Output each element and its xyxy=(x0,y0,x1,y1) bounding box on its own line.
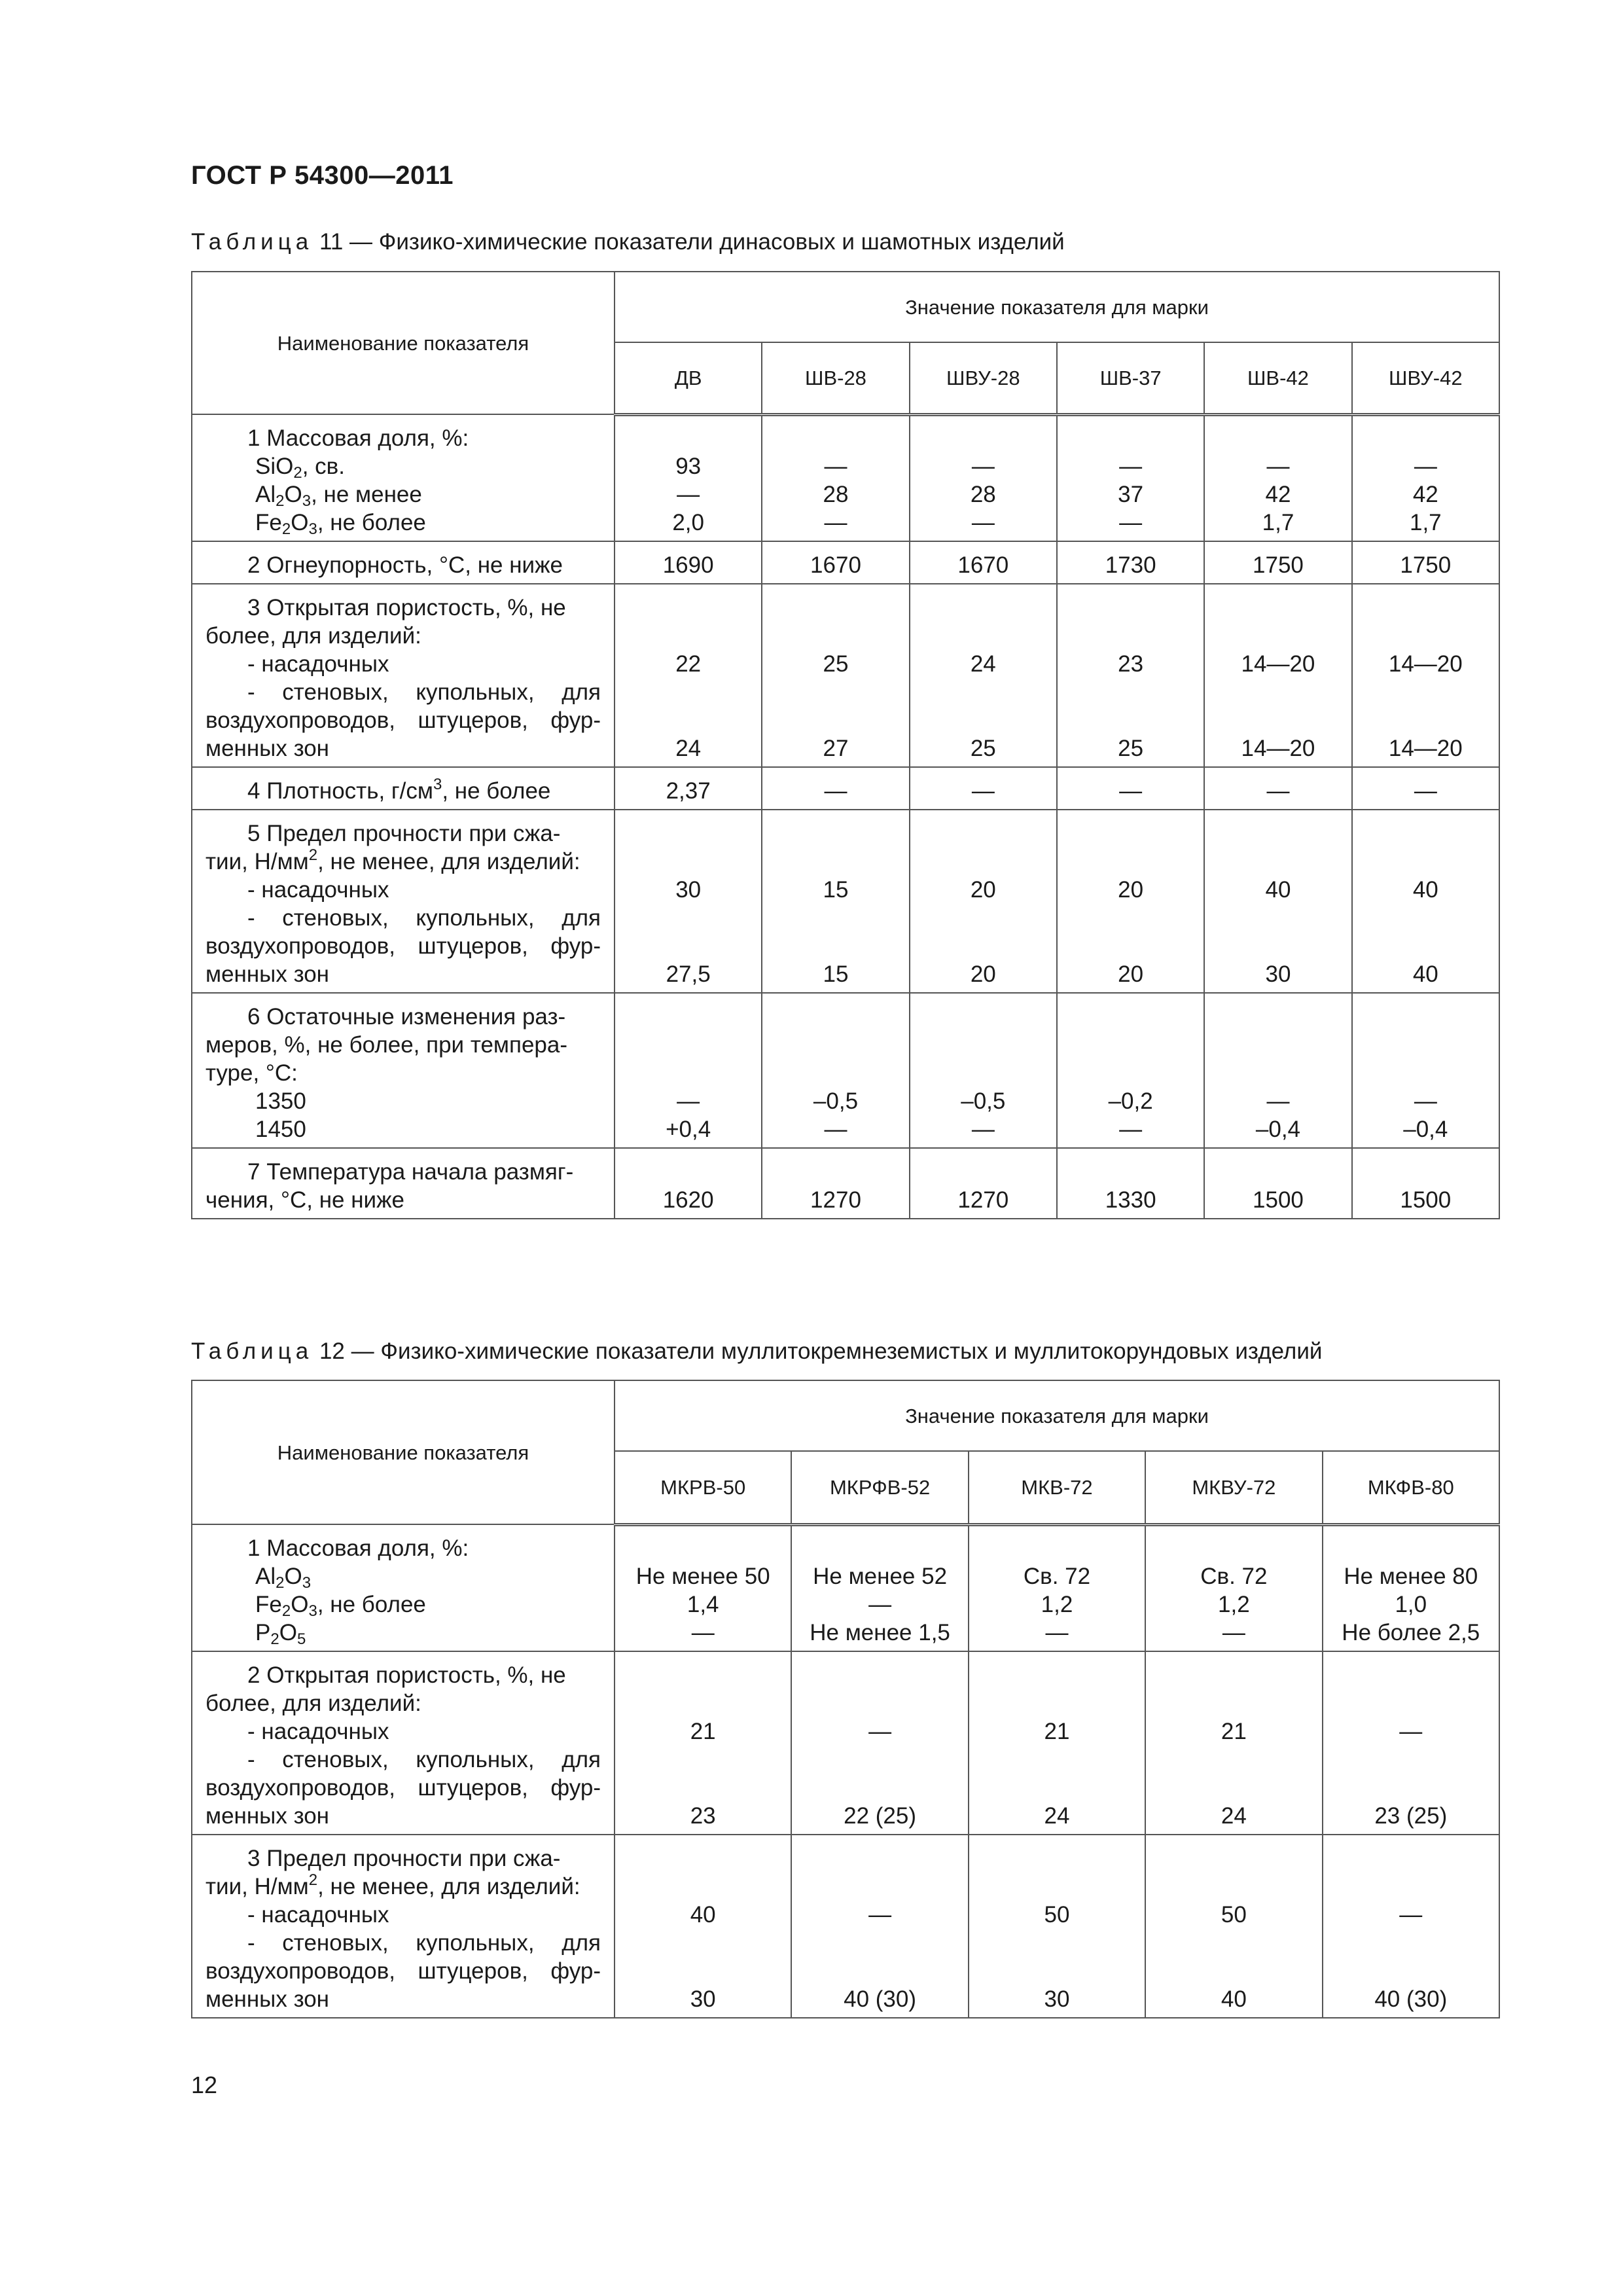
value: 14—20 xyxy=(1241,736,1315,761)
row-name-line: 7 Температура начала размяг- xyxy=(247,1159,574,1185)
table11-value-cell xyxy=(615,541,762,584)
table11-mark: ШВ-28 xyxy=(762,342,909,414)
table12-value-cell xyxy=(1145,1651,1322,1835)
value: 1670 xyxy=(957,552,1009,578)
table12-value-cell xyxy=(969,1524,1145,1651)
table11-value-cell xyxy=(1352,1148,1499,1219)
table12-mark: МКРФВ-52 xyxy=(791,1451,968,1524)
value: 1620 xyxy=(662,1187,714,1213)
value-spacer xyxy=(1323,1774,1499,1802)
table11-value-cell xyxy=(762,767,909,810)
value-spacer xyxy=(792,1774,967,1802)
table11-mark: ДВ xyxy=(615,342,762,414)
value: 14—20 xyxy=(1388,736,1463,761)
value: 2,37 xyxy=(666,778,711,804)
table11-value-cell xyxy=(1204,584,1351,767)
table11-row xyxy=(192,584,1499,767)
table11-mark: ШВ-42 xyxy=(1204,342,1351,414)
value: 30 xyxy=(690,1986,716,2012)
value: — xyxy=(677,1088,700,1114)
table11-row-name xyxy=(192,414,615,541)
table12-caption-text: — Физико-химические показатели муллитокремнеземистых и муллитокорундовых изделий xyxy=(351,1338,1323,1364)
value-spacer xyxy=(615,1957,791,1985)
table11-row xyxy=(192,414,1499,541)
table11-value-cell xyxy=(1352,993,1499,1148)
table11-mark: ШВУ-42 xyxy=(1352,342,1499,414)
table11-value-cell xyxy=(1352,767,1499,810)
value: 20 xyxy=(970,877,996,903)
table12-caption-number: 12 xyxy=(319,1338,345,1364)
value-spacer xyxy=(1353,706,1499,734)
value: — xyxy=(1119,454,1143,479)
value: — xyxy=(1045,1620,1069,1645)
value: 1,4 xyxy=(687,1592,719,1617)
row-name-line: 1450 xyxy=(255,1117,306,1142)
value: 1270 xyxy=(810,1187,861,1213)
value: 27 xyxy=(823,736,849,761)
value: 28 xyxy=(823,482,849,507)
table12-value-cell xyxy=(615,1835,791,2018)
table11-name-header: Наименование показателя xyxy=(192,272,615,414)
value: 1500 xyxy=(1400,1187,1452,1213)
page-number: 12 xyxy=(191,2072,218,2098)
table11-value-cell xyxy=(910,584,1057,767)
value: — xyxy=(824,778,847,804)
table11-value-cell xyxy=(762,584,909,767)
row-name-line: чения, °С, не ниже xyxy=(205,1187,404,1213)
table11-value-cell xyxy=(1057,810,1204,993)
table11-mark: ШВУ-28 xyxy=(910,342,1057,414)
value-spacer xyxy=(910,932,1056,960)
table11-row xyxy=(192,541,1499,584)
value: 37 xyxy=(1118,482,1144,507)
value-spacer xyxy=(1205,706,1351,734)
row-name-line: менных зон xyxy=(205,736,330,761)
row-name-line: 1350 xyxy=(255,1088,306,1114)
row-name-line: воздухопроводов, штуцеров, фур- xyxy=(205,1958,601,1984)
value-spacer xyxy=(615,904,761,932)
table12-value-cell xyxy=(615,1524,791,1651)
value: 23 (25) xyxy=(1374,1803,1448,1829)
value-spacer xyxy=(615,678,761,706)
table11-value-cell xyxy=(1057,993,1204,1148)
value: –0,4 xyxy=(1255,1117,1301,1142)
table11-row-name xyxy=(192,584,615,767)
value-spacer xyxy=(1353,904,1499,932)
value-spacer xyxy=(910,706,1056,734)
value: 15 xyxy=(823,877,849,903)
table11-caption-prefix: Таблица xyxy=(191,229,313,255)
value: –0,5 xyxy=(813,1088,859,1114)
table12-mark: МКРВ-50 xyxy=(615,1451,791,1524)
value: — xyxy=(971,510,995,535)
value: 20 xyxy=(970,961,996,987)
table12-caption-prefix: Таблица xyxy=(191,1338,313,1364)
value-spacer xyxy=(1146,1746,1321,1774)
table12-row-name xyxy=(192,1651,615,1835)
table11-row xyxy=(192,767,1499,810)
table12-value-cell xyxy=(791,1651,968,1835)
row-name-line: более, для изделий: xyxy=(205,623,421,649)
value: 14—20 xyxy=(1388,651,1463,677)
row-name-line: 6 Остаточные изменения раз- xyxy=(247,1004,566,1030)
value-spacer xyxy=(910,678,1056,706)
row-name-line: 2 Огнеупорность, °С, не ниже xyxy=(247,552,563,578)
value-spacer xyxy=(969,1929,1145,1957)
value: 20 xyxy=(1118,877,1144,903)
table11-value-cell xyxy=(762,810,909,993)
value: Не менее 50 xyxy=(635,1564,770,1589)
table11-row-name xyxy=(192,767,615,810)
row-name-line: $Al_2O_3$, не менее xyxy=(255,482,422,510)
value: 30 xyxy=(1044,1986,1070,2012)
table11-value-cell xyxy=(615,414,762,541)
row-name-line: 1 Массовая доля, %: xyxy=(247,425,469,451)
row-name-line: менных зон xyxy=(205,1803,330,1829)
table12-group-header: Значение показателя для марки xyxy=(615,1380,1499,1451)
value: 1330 xyxy=(1105,1187,1156,1213)
table11-group-header: Значение показателя для марки xyxy=(615,272,1499,342)
value: 1750 xyxy=(1253,552,1304,578)
table12-name-header: Наименование показателя xyxy=(192,1380,615,1524)
table12-caption xyxy=(191,1338,1322,1365)
table12-row xyxy=(192,1835,1499,2018)
table12-value-cell xyxy=(969,1835,1145,2018)
value: 22 (25) xyxy=(844,1803,917,1829)
value-spacer xyxy=(1323,1929,1499,1957)
value: 25 xyxy=(970,736,996,761)
table12-value-cell xyxy=(1323,1835,1499,2018)
row-name-line: - насадочных xyxy=(247,1719,389,1744)
table11-value-cell xyxy=(1204,541,1351,584)
value: — xyxy=(1399,1902,1423,1928)
table11-value-cell xyxy=(615,584,762,767)
value-spacer xyxy=(762,904,908,932)
value: 1500 xyxy=(1253,1187,1304,1213)
value: — xyxy=(677,482,700,507)
value: 40 xyxy=(1412,961,1438,987)
table11-value-cell xyxy=(1204,1148,1351,1219)
value-spacer xyxy=(1323,1957,1499,1985)
value: Не менее 52 xyxy=(813,1564,948,1589)
value: — xyxy=(868,1902,892,1928)
table11-value-cell xyxy=(1352,414,1499,541)
value-spacer xyxy=(1146,1774,1321,1802)
value: 15 xyxy=(823,961,849,987)
row-name-line: менных зон xyxy=(205,1986,330,2012)
table12-row xyxy=(192,1524,1499,1651)
row-name-line: - насадочных xyxy=(247,651,389,677)
table11-value-cell xyxy=(762,541,909,584)
value-spacer xyxy=(615,1746,791,1774)
value: 40 (30) xyxy=(844,1986,917,2012)
value: 25 xyxy=(1118,736,1144,761)
value: — xyxy=(971,1117,995,1142)
value-spacer xyxy=(1146,1929,1321,1957)
value: 2,0 xyxy=(672,510,704,535)
value: 30 xyxy=(1265,961,1291,987)
table11-value-cell xyxy=(1352,810,1499,993)
value: 1,2 xyxy=(1041,1592,1073,1617)
table11-caption xyxy=(191,229,1065,255)
table12-value-cell xyxy=(615,1651,791,1835)
value-spacer xyxy=(969,1774,1145,1802)
table12-row xyxy=(192,1651,1499,1835)
value: 25 xyxy=(823,651,849,677)
table11-value-cell xyxy=(615,1148,762,1219)
table11-caption-text: — Физико-химические показатели динасовых и шамотных изделий xyxy=(349,229,1065,255)
value: — xyxy=(868,1719,892,1744)
table11-value-cell xyxy=(910,810,1057,993)
value: –0,4 xyxy=(1403,1117,1448,1142)
value: Не менее 80 xyxy=(1344,1564,1478,1589)
value: 42 xyxy=(1412,482,1438,507)
value: 24 xyxy=(1044,1803,1070,1829)
value: 1,0 xyxy=(1395,1592,1427,1617)
row-name-line: 4 Плотность, $г/см^3$, не более xyxy=(247,776,551,804)
value: 21 xyxy=(1044,1719,1070,1744)
value: –0,5 xyxy=(961,1088,1006,1114)
table12-value-cell xyxy=(1145,1835,1322,2018)
table11-row xyxy=(192,1148,1499,1219)
value: 1,7 xyxy=(1262,510,1294,535)
table11-value-cell xyxy=(762,993,909,1148)
row-name-line: воздухопроводов, штуцеров, фур- xyxy=(205,933,601,959)
row-name-line: менных зон xyxy=(205,961,330,987)
table11-value-cell xyxy=(910,541,1057,584)
value: 1690 xyxy=(662,552,714,578)
table12-row-name xyxy=(192,1835,615,2018)
value: 1730 xyxy=(1105,552,1156,578)
table11-caption-number: 11 xyxy=(319,229,344,255)
value-spacer xyxy=(615,1929,791,1957)
value: 1270 xyxy=(957,1187,1009,1213)
value: 27,5 xyxy=(666,961,711,987)
value-spacer xyxy=(1058,706,1204,734)
table11-row xyxy=(192,993,1499,1148)
value-spacer xyxy=(762,706,908,734)
value: 24 xyxy=(675,736,702,761)
value: — xyxy=(971,454,995,479)
value-spacer xyxy=(910,904,1056,932)
value: Св. 72 xyxy=(1200,1564,1268,1589)
value: 50 xyxy=(1221,1902,1247,1928)
table12-mark: МКВ-72 xyxy=(969,1451,1145,1524)
value: — xyxy=(1119,778,1143,804)
table11-mark: ШВ-37 xyxy=(1057,342,1204,414)
value: Не менее 1,5 xyxy=(810,1620,950,1645)
value: — xyxy=(1399,1719,1423,1744)
table11-value-cell xyxy=(1204,993,1351,1148)
row-name-line: 3 Открытая пористость, %, не xyxy=(247,595,566,620)
table11-row xyxy=(192,810,1499,993)
value: — xyxy=(1414,778,1437,804)
table11-value-cell xyxy=(1204,414,1351,541)
value: 28 xyxy=(970,482,996,507)
table12-value-cell xyxy=(791,1835,968,2018)
value-spacer xyxy=(1058,932,1204,960)
row-name-line: $Fe_2O_3$, не более xyxy=(255,1592,426,1620)
table11 xyxy=(191,271,1500,1219)
table11-value-cell xyxy=(615,810,762,993)
value-spacer xyxy=(1146,1957,1321,1985)
value: — xyxy=(868,1592,892,1617)
value-spacer xyxy=(792,1746,967,1774)
value: 23 xyxy=(690,1803,716,1829)
value: 21 xyxy=(1221,1719,1247,1744)
value: — xyxy=(1414,1088,1437,1114)
row-name-line: 1 Массовая доля, %: xyxy=(247,1535,469,1561)
value-spacer xyxy=(1205,678,1351,706)
table11-row-name xyxy=(192,541,615,584)
row-name-line: воздухопроводов, штуцеров, фур- xyxy=(205,1775,601,1801)
row-name-line: 3 Предел прочности при сжа- xyxy=(247,1846,561,1871)
table11-value-cell xyxy=(762,414,909,541)
value-spacer xyxy=(762,678,908,706)
value-spacer xyxy=(1323,1746,1499,1774)
value: 24 xyxy=(1221,1803,1247,1829)
value-spacer xyxy=(1205,904,1351,932)
table12-value-cell xyxy=(1145,1524,1322,1651)
row-name-line: туре, °С: xyxy=(205,1060,298,1086)
value: — xyxy=(1266,778,1290,804)
value-spacer xyxy=(615,932,761,960)
table11-row-name xyxy=(192,1148,615,1219)
value: 40 xyxy=(1412,877,1438,903)
value-spacer xyxy=(615,1774,791,1802)
table11-value-cell xyxy=(615,993,762,1148)
table11-value-cell xyxy=(1057,1148,1204,1219)
table11-value-cell xyxy=(1352,541,1499,584)
value: 40 xyxy=(1265,877,1291,903)
value: 14—20 xyxy=(1241,651,1315,677)
value: — xyxy=(1266,1088,1290,1114)
value: Не более 2,5 xyxy=(1342,1620,1480,1645)
table11-value-cell xyxy=(1352,584,1499,767)
table12-mark: МКВУ-72 xyxy=(1145,1451,1322,1524)
row-name-line: более, для изделий: xyxy=(205,1691,421,1716)
value: 1,7 xyxy=(1409,510,1442,535)
value-spacer xyxy=(969,1957,1145,1985)
table12 xyxy=(191,1380,1500,2018)
value: 1750 xyxy=(1400,552,1452,578)
value: 93 xyxy=(675,454,702,479)
value-spacer xyxy=(792,1957,967,1985)
row-name-line: тии, $Н/мм^2$, не менее, для изделий: xyxy=(205,846,580,874)
row-name-line: - стеновых, купольных, для xyxy=(247,679,601,705)
value-spacer xyxy=(615,706,761,734)
table12-row-name xyxy=(192,1524,615,1651)
table12-value-cell xyxy=(969,1651,1145,1835)
table12-value-cell xyxy=(791,1524,968,1651)
table12-value-cell xyxy=(1323,1651,1499,1835)
table12-value-cell xyxy=(1323,1524,1499,1651)
table11-value-cell xyxy=(1057,414,1204,541)
document-id: ГОСТ Р 54300—2011 xyxy=(191,161,454,190)
table11-value-cell xyxy=(615,767,762,810)
value: 1670 xyxy=(810,552,861,578)
table11-value-cell xyxy=(910,1148,1057,1219)
value: 50 xyxy=(1044,1902,1070,1928)
table11-value-cell xyxy=(910,767,1057,810)
table11-value-cell xyxy=(1204,767,1351,810)
value: — xyxy=(1119,510,1143,535)
value: — xyxy=(824,1117,847,1142)
value: 24 xyxy=(970,651,996,677)
row-name-line: $P_2O_5$ xyxy=(255,1620,306,1648)
value: — xyxy=(824,454,847,479)
table11-value-cell xyxy=(910,993,1057,1148)
value: — xyxy=(971,778,995,804)
row-name-line: - насадочных xyxy=(247,877,389,903)
row-name-line: $Al_2O_3$ xyxy=(255,1564,312,1592)
value: 20 xyxy=(1118,961,1144,987)
value: 40 (30) xyxy=(1374,1986,1448,2012)
value: 22 xyxy=(675,651,702,677)
value: — xyxy=(691,1620,715,1645)
value: 30 xyxy=(675,877,702,903)
row-name-line: $Fe_2O_3$, не более xyxy=(255,510,426,538)
table11-row-name xyxy=(192,810,615,993)
value: 42 xyxy=(1265,482,1291,507)
row-name-line: 2 Открытая пористость, %, не xyxy=(247,1662,566,1688)
value: — xyxy=(1222,1620,1245,1645)
row-name-line: воздухопроводов, штуцеров, фур- xyxy=(205,708,601,733)
value: Св. 72 xyxy=(1023,1564,1091,1589)
table11-value-cell xyxy=(762,1148,909,1219)
row-name-line: тии, $Н/мм^2$, не менее, для изделий: xyxy=(205,1871,580,1899)
row-name-line: - стеновых, купольных, для xyxy=(247,1747,601,1772)
value-spacer xyxy=(792,1929,967,1957)
row-name-line: - насадочных xyxy=(247,1902,389,1928)
table12-mark: МКФВ-80 xyxy=(1323,1451,1499,1524)
row-name-line: меров, %, не более, при темпера- xyxy=(205,1032,567,1058)
value: — xyxy=(1266,454,1290,479)
table11-value-cell xyxy=(1057,584,1204,767)
row-name-line: - стеновых, купольных, для xyxy=(247,905,601,931)
value: 40 xyxy=(690,1902,716,1928)
value: 1,2 xyxy=(1218,1592,1250,1617)
row-name-line: - стеновых, купольных, для xyxy=(247,1930,601,1956)
row-name-line: 5 Предел прочности при сжа- xyxy=(247,821,561,846)
value-spacer xyxy=(1353,678,1499,706)
value-spacer xyxy=(969,1746,1145,1774)
table11-row-name xyxy=(192,993,615,1148)
value-spacer xyxy=(1205,932,1351,960)
value: — xyxy=(1119,1117,1143,1142)
table11-value-cell xyxy=(1057,767,1204,810)
value-spacer xyxy=(1058,678,1204,706)
table11-value-cell xyxy=(1057,541,1204,584)
row-name-line: SiO$_2$, св. xyxy=(255,454,345,482)
value-spacer xyxy=(762,932,908,960)
value: 40 xyxy=(1221,1986,1247,2012)
table11-value-cell xyxy=(910,414,1057,541)
value-spacer xyxy=(1058,904,1204,932)
table11-value-cell xyxy=(1204,810,1351,993)
value: –0,2 xyxy=(1108,1088,1153,1114)
value: 21 xyxy=(690,1719,716,1744)
value: — xyxy=(1414,454,1437,479)
value-spacer xyxy=(1353,932,1499,960)
value: +0,4 xyxy=(666,1117,711,1142)
value: 23 xyxy=(1118,651,1144,677)
value: — xyxy=(824,510,847,535)
